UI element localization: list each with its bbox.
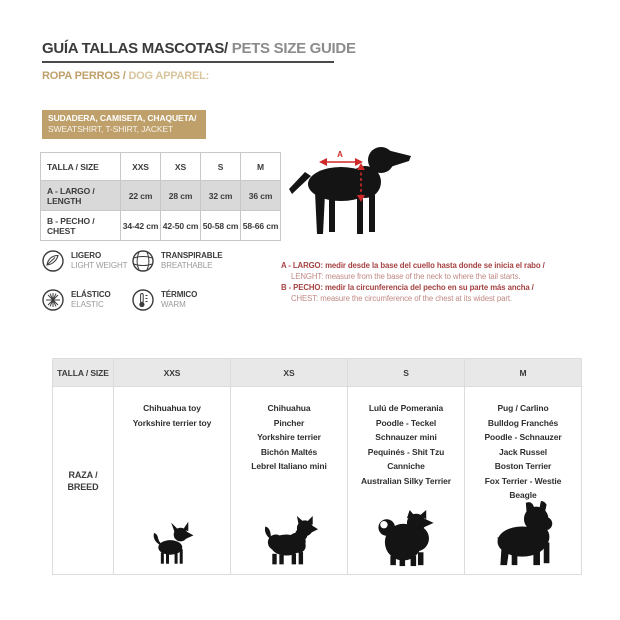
breed-list <box>466 388 580 503</box>
size-table-header-cell: XXS <box>121 153 161 181</box>
chest-row-label: B - PECHO / CHEST <box>41 211 121 241</box>
breed-row-label: RAZA / BREED <box>67 469 99 492</box>
breed-item: Beagle <box>509 490 537 500</box>
breed-header-cell: XXS <box>114 359 231 387</box>
length-value: 36 cm <box>241 181 281 211</box>
breed-item: Schnauzer mini <box>375 432 437 442</box>
page-title-es: GUÍA TALLAS MASCOTAS/ <box>42 40 228 57</box>
feature-lightweight <box>42 250 127 272</box>
breed-item: Australian Silky Terrier <box>360 475 452 486</box>
labrador-silhouette <box>289 147 411 234</box>
breed-item: Bulldog Franchés <box>487 417 559 428</box>
breed-item: Pincher <box>273 417 305 428</box>
thermometer-icon <box>132 289 154 311</box>
feature-name-es: LIGERO <box>71 251 102 260</box>
feature-name-es: ELÁSTICO <box>71 290 111 299</box>
length-row-label: A - LARGO / LENGTH <box>41 181 121 211</box>
size-table-header-cell: TALLA / SIZE <box>41 153 121 181</box>
breed-cell-xxs <box>114 387 231 575</box>
note-b-es: B - PECHO: medir la circunferencia del pecho en su parte más ancha / <box>281 283 534 292</box>
badge-line-en: SWEATSHIRT, T-SHIRT, JACKET <box>48 124 174 134</box>
size-table-header-cell: XS <box>161 153 201 181</box>
breed-item: Bichón Maltés <box>260 446 318 457</box>
breed-item: Boston Terrier <box>494 461 552 471</box>
feature-name-en: LIGHT WEIGHT <box>71 260 128 270</box>
breed-size-table <box>52 358 582 575</box>
feature-name-es: TRANSPIRABLE <box>161 251 223 260</box>
label-a: A <box>337 150 343 159</box>
breed-item: Poodle - Schnauzer <box>484 432 562 442</box>
french-bulldog-silhouette <box>486 501 560 567</box>
breed-item: Lebrel Italiano mini <box>251 461 327 471</box>
breed-item: Pug / Carlino <box>497 403 549 413</box>
garment-type-badge <box>42 110 206 139</box>
note-b-en: CHEST: measure the circumference of the chest at its widest part. <box>291 294 513 303</box>
badge-line-es: SUDADERA, CAMISETA, CHAQUETA/ <box>48 113 197 123</box>
breed-header-cell: TALLA / SIZE <box>53 359 114 387</box>
feature-name-en: BREATHABLE <box>161 260 213 270</box>
feature-breathable <box>132 250 222 272</box>
note-a-es: A - LARGO: medir desde la base del cuello hasta donde se inicia el rabo / <box>281 261 545 270</box>
breed-header-cell: S <box>348 359 465 387</box>
chest-row <box>41 211 281 241</box>
feather-icon <box>42 250 64 272</box>
breed-cell-s <box>348 387 465 575</box>
length-value: 22 cm <box>121 181 161 211</box>
breed-item: Pequinés - Shit Tzu <box>367 446 445 457</box>
breed-item: Chihuahua toy <box>143 403 201 413</box>
breed-header-cell: M <box>465 359 582 387</box>
size-measurements-table <box>40 152 281 241</box>
breed-item: Yorkshire terrier <box>257 432 321 442</box>
breed-cell-xs <box>231 387 348 575</box>
chest-value: 42-50 cm <box>161 211 201 241</box>
feature-name-en: WARM <box>161 299 186 309</box>
page-title-en: PETS SIZE GUIDE <box>227 40 356 57</box>
breed-cell-m <box>465 387 582 575</box>
breed-table-header-row <box>53 359 582 387</box>
measuring-instructions <box>281 260 591 304</box>
breed-header-cell: XS <box>231 359 348 387</box>
note-a-en: LENGHT: measure from the base of the neck to where the tail starts. <box>291 272 521 281</box>
length-row <box>41 181 281 211</box>
length-value: 28 cm <box>161 181 201 211</box>
breed-list <box>232 388 346 474</box>
chest-value: 34-42 cm <box>121 211 161 241</box>
breed-item: Poodle - Teckel <box>375 417 437 428</box>
section-subtitle <box>42 70 209 82</box>
pomeranian-silhouette <box>372 510 440 567</box>
size-table-header-row <box>41 153 281 181</box>
dog-measurement-diagram <box>285 136 417 242</box>
yorkshire-silhouette <box>260 516 318 567</box>
subtitle-es: ROPA PERROS / <box>42 70 129 82</box>
subtitle-en: DOG APPAREL: <box>128 70 210 82</box>
feature-name-en: ELASTIC <box>71 299 104 309</box>
feature-name-es: TÉRMICO <box>161 290 198 299</box>
elastic-burst-icon <box>42 289 64 311</box>
chest-value: 58-66 cm <box>241 211 281 241</box>
breed-item: Lulú de Pomerania <box>368 403 444 413</box>
feature-elastic <box>42 289 111 311</box>
chihuahua-silhouette <box>148 521 196 567</box>
breed-list <box>115 388 229 430</box>
breed-item: Canniche <box>387 461 425 471</box>
page-title <box>42 40 356 63</box>
breed-item: Fox Terrier - Westie <box>484 475 562 486</box>
chest-value: 50-58 cm <box>201 211 241 241</box>
breed-item: Yorkshire terrier toy <box>132 417 212 428</box>
breed-list <box>349 388 463 488</box>
size-table-header-cell: S <box>201 153 241 181</box>
breed-table-body-row <box>53 387 582 575</box>
size-table-header-cell: M <box>241 153 281 181</box>
breed-row-label-cell <box>53 387 114 575</box>
breed-item: Jack Russel <box>498 446 548 457</box>
length-value: 32 cm <box>201 181 241 211</box>
yarn-mesh-icon <box>132 250 154 272</box>
feature-warm <box>132 289 197 311</box>
breed-item: Chihuahua <box>267 403 311 413</box>
